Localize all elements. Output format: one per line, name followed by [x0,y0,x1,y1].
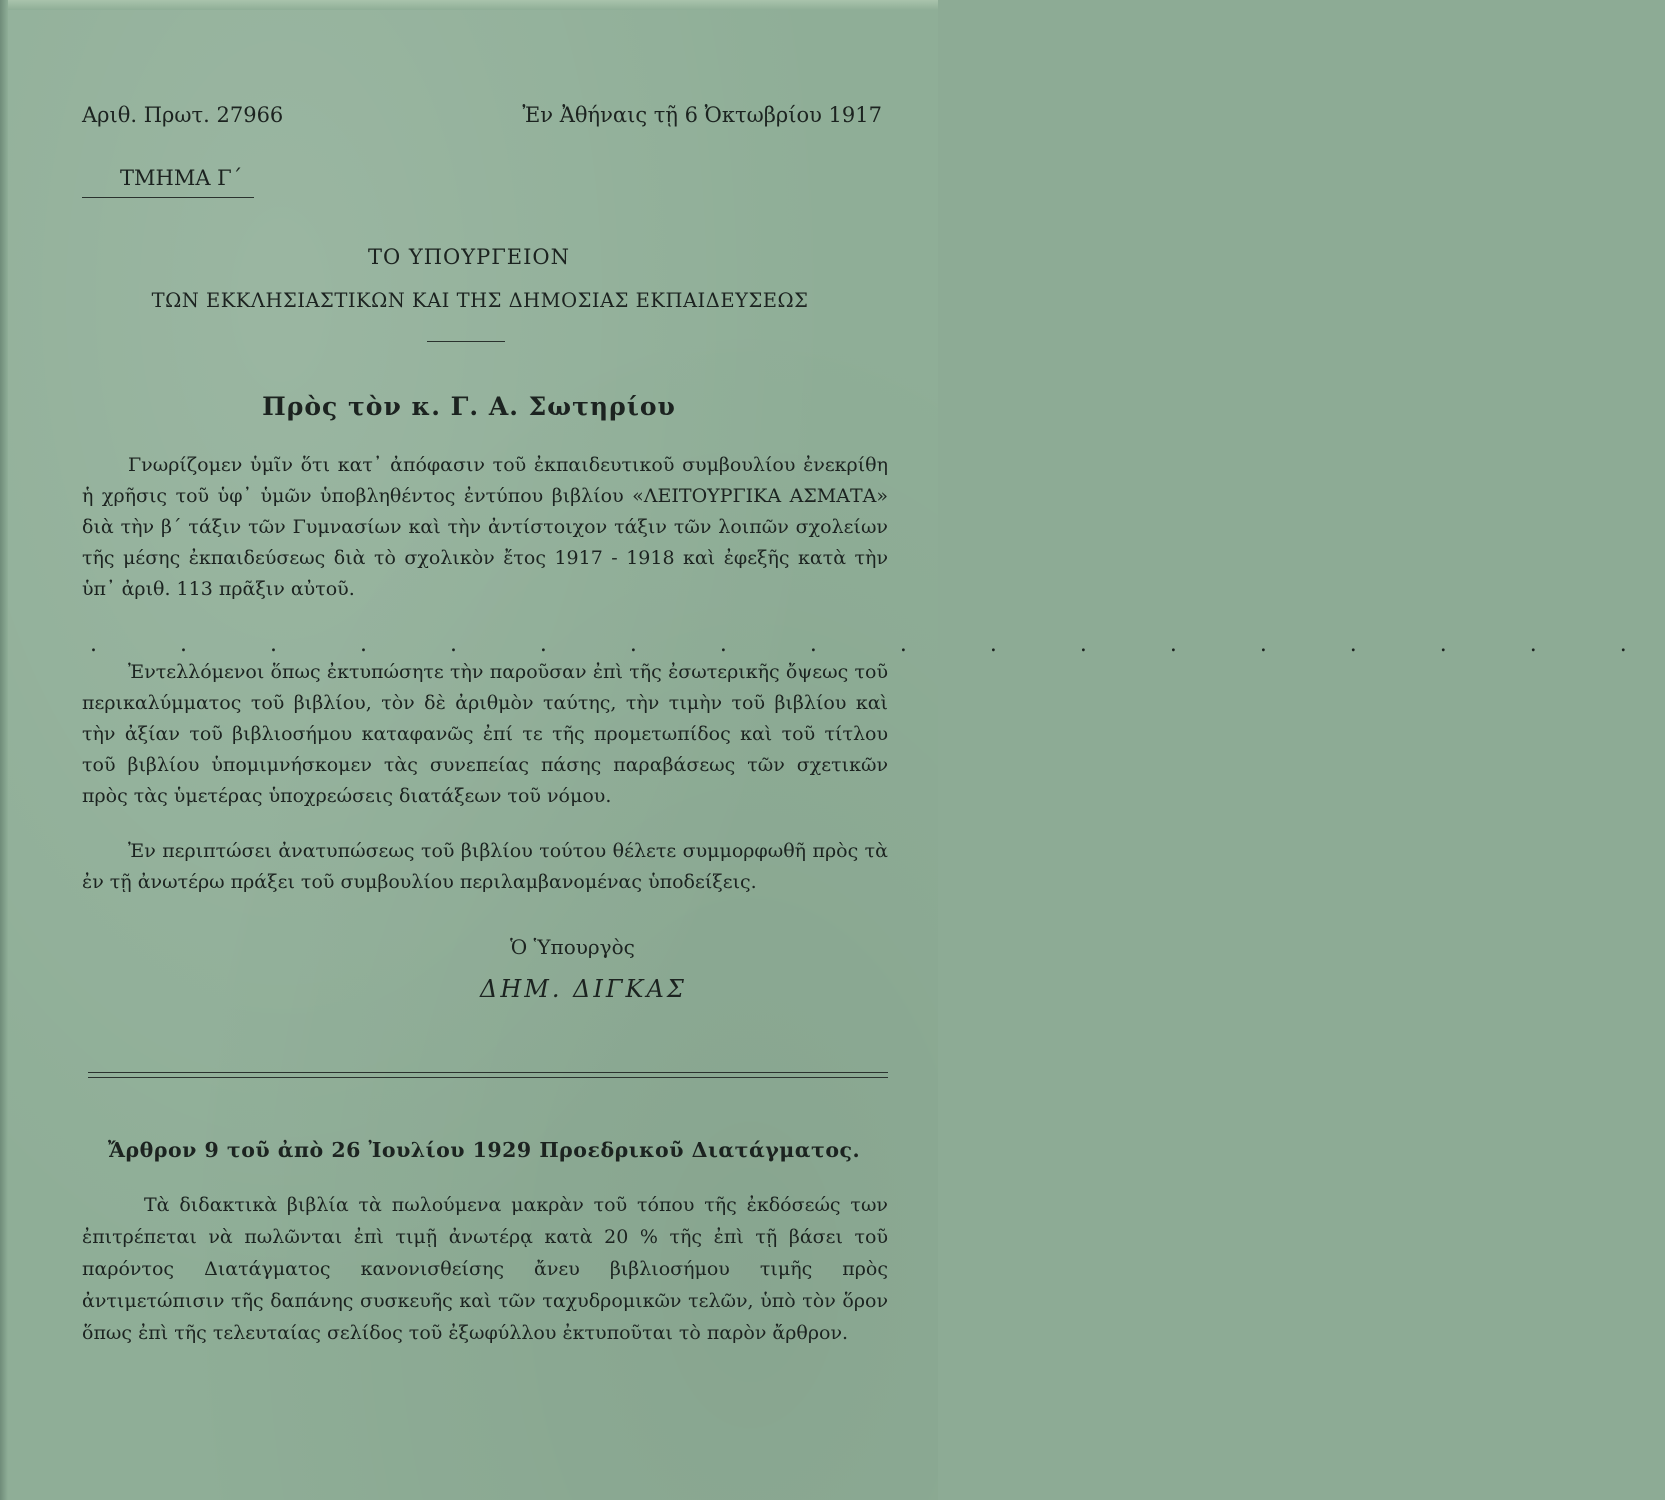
paper-edge-left [0,0,8,1500]
body-paragraph-approval: Γνωρίζομεν ὑμῖν ὅτι κατ᾽ ἀπόφασιν τοῦ ἐκπαιδευτικοῦ συμβουλίου ἐνεκρίθη ἡ χρῆσις τοῦ ὑφ᾽ ὑμῶν ὑποβληθέντος ἐντύπου βιβλίου «ΛΕΙΤΟΥΡΓΙΚΑ ΑΣΜΑΤΑ» διὰ τὴν β΄ τάξιν τῶν Γυμνασίων καὶ τὴν ἀντίστοιχον τάξιν τῶν λοιπῶν σχολείων τῆς μέσης ἐκπαιδεύσεως διὰ τὸ σχολικὸν ἔτος 1917 - 1918 καὶ ἐφεξῆς κατὰ τὴν ὑπ᾽ ἀριθ. 113 πρᾶξιν αὐτοῦ. [82,454,888,600]
body-paragraph-instructions: Ἐντελλόμενοι ὅπως ἐκτυπώσητε τὴν παροῦσαν ἐπὶ τῆς ἐσωτερικῆς ὄψεως τοῦ περικαλύμματος τοῦ βιβλίου, τὸν δὲ ἀριθμὸν ταύτης, τὴν τιμὴν τοῦ βιβλίου καὶ τὴν ἀξίαν τοῦ βιβλιοσήμου καταφανῶς ἐπί τε τῆς προμετωπίδος καὶ τοῦ τίτλου τοῦ βιβλίου ὑπομιμνήσκομεν τὰς συνεπείας πάσης παραβάσεως τῶν σχετικῶν πρὸς τὰς ὑμετέρας ὑποχρεώσεις διατάξεων τοῦ νόμου. [82,661,888,807]
ministry-title-line2: ΤΩΝ ΕΚΚΛΗΣΙΑΣΤΙΚΩΝ ΚΑΙ ΤΗΣ ΔΗΜΟΣΙΑΣ ΕΚΠΑΙΔΕΥΣΕΩΣ [151,289,809,312]
salutation: Πρὸς τὸν κ. Γ. Α. Σωτηρίου [262,392,676,421]
body-paragraph-reprint: Ἐν περιπτώσει ἀνατυπώσεως τοῦ βιβλίου τούτου θέλετε συμμορφωθῆ πρὸς τὰ ἐν τῇ ἀνωτέρω πράξει τοῦ συμβουλίου περιλαμβανομένας ὑποδείξεις. [82,840,888,893]
ministry-title-line1: ΤΟ ΥΠΟΥΡΓΕΙΟΝ [367,245,571,269]
department-section: ΤΜΗΜΑ Γ΄ [120,166,243,190]
paper-edge-top [0,0,938,10]
dateline: Ἐν Ἀθήναις τῇ 6 Ὀκτωβρίου 1917 [522,103,882,127]
divider-rule-top [88,1072,888,1073]
article-title: Ἄρθρον 9 τοῦ ἀπὸ 26 Ἰουλίου 1929 Προεδρικοῦ Διατάγματος. [108,1138,861,1162]
signatory-name: ΔΗΜ. ΔΙΓΚΑΣ [480,975,687,1003]
divider-rule-bottom [88,1077,888,1078]
signatory-title: Ὁ Ὑπουργὸς [510,935,635,959]
ministry-divider [427,341,505,342]
ellipsis-separator: . . . . . . . . . . . . . . . . . . [90,632,1665,657]
section-underline [82,197,254,198]
protocol-number: Αριθ. Πρωτ. 27966 [82,103,284,127]
article-text: Τὰ διδακτικὰ βιβλία τὰ πωλούμενα μακρὰν τοῦ τόπου τῆς ἐκδόσεώς των ἐπιτρέπεται νὰ πωλῶνται ἐπὶ τιμῇ ἀνωτέρᾳ κατὰ 20 % τῆς ἐπὶ τῇ βάσει τοῦ παρόντος Διατάγματος κανονισθείσης ἄνευ βιβλιοσήμου τιμῆς πρὸς ἀντιμετώπισιν τῆς δαπάνης συσκευῆς καὶ τῶν ταχυδρομικῶν τελῶν, ὑπὸ τὸν ὅρον ὅπως ἐπὶ τῆς τελευταίας σελίδος τοῦ ἐξωφύλλου ἐκτυποῦται τὸ παρὸν ἄρθρον. [82,1194,888,1344]
